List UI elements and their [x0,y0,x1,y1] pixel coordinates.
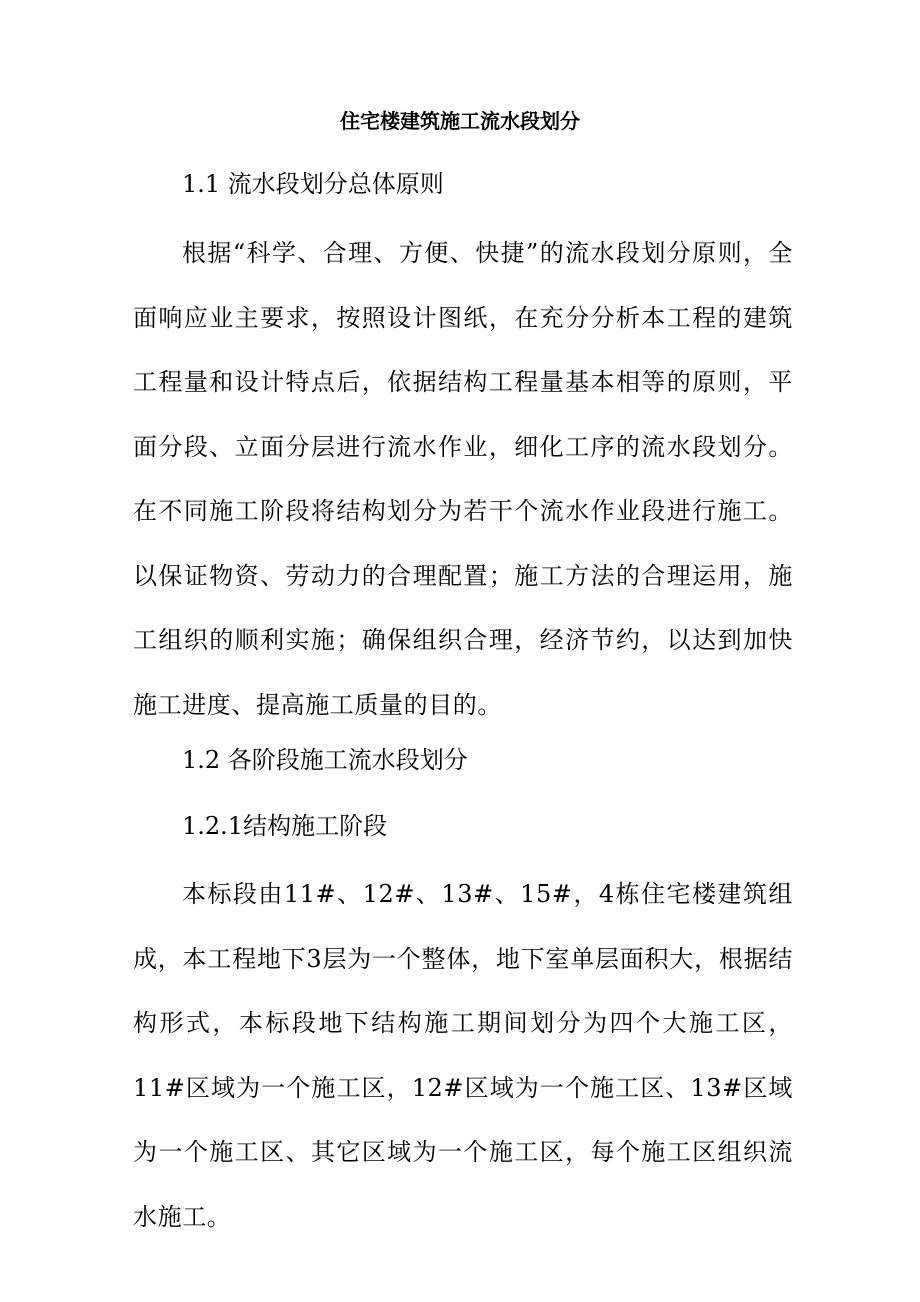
section-heading-1-2: 1.2 各阶段施工流水段划分 [182,746,468,774]
document-title: 住宅楼建筑施工流水段划分 [340,109,580,133]
section-heading-1-1: 1.1 流水段划分总体原则 [182,170,444,198]
paragraph-principles: 根据“科学、合理、方便、快捷”的流水段划分原则，全面响应业主要求，按照设计图纸，在充分分析本工程的建筑工程量和设计特点后，依据结构工程量基本相等的原则，平面分段、立面分层进行流水作业，细化工序的流水段划分。在不同施工阶段将结构划分为若干个流水作业段进行施工。以保证物资、劳动力的合理配置；施工方法的合理运用，施工组织的顺利实施；确保组织合理，经济节约，以达到加快施工进度、提高施工质量的目的。 [133,239,793,719]
section-heading-1-2-1: 1.2.1结构施工阶段 [182,812,388,840]
paragraph-structure-stage: 本标段由11#、12#、13#、15#，4栋住宅楼建筑组成，本工程地下3层为一个整体，地下室单层面积大，根据结构形式，本标段地下结构施工期间划分为四个大施工区，11#区域为一个施工区，12#区域为一个施工区、13#区域为一个施工区、其它区域为一个施工区，每个施工区组织流水施工。 [133,880,793,1231]
